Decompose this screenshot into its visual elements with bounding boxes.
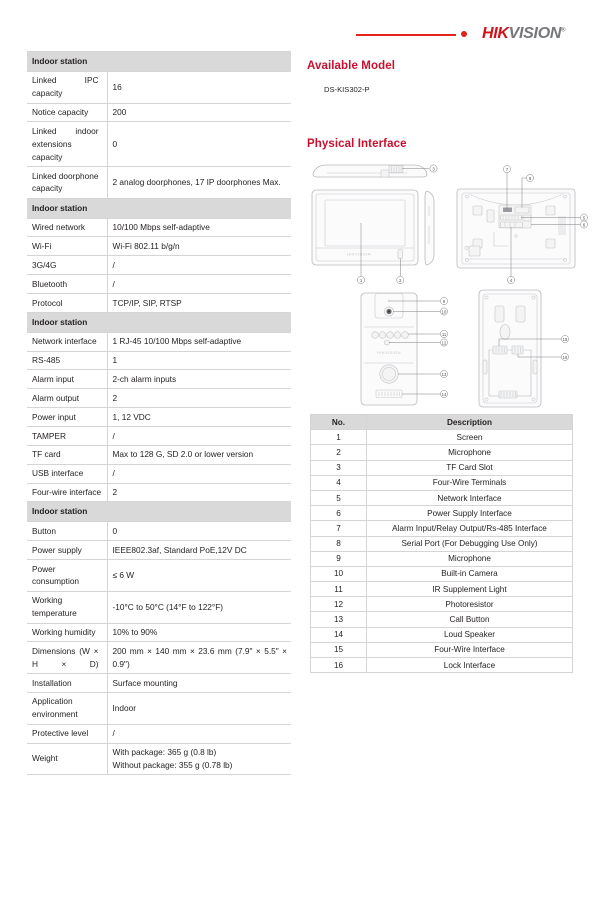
spec-section-row: [27, 312, 291, 332]
spec-row: [27, 122, 291, 167]
spec-row: [27, 408, 291, 427]
spec-key: Installation: [27, 674, 107, 693]
cell-description: Alarm Input/Relay Output/Rs-485 Interface: [367, 521, 573, 536]
logo-trademark: ®: [561, 27, 566, 34]
spec-section-label: Indoor station: [27, 198, 291, 218]
spec-row: [27, 591, 291, 623]
spec-key: Button: [27, 522, 107, 541]
cell-description: Built-in Camera: [367, 566, 573, 581]
cell-description: TF Card Slot: [367, 460, 573, 475]
svg-text:10: 10: [441, 309, 447, 315]
spec-key: Linked IPC capacity: [27, 71, 107, 103]
svg-text:15: 15: [562, 336, 568, 342]
table-row: [311, 490, 573, 505]
spec-row: [27, 218, 291, 237]
spec-value: 16: [107, 71, 291, 103]
physical-interface-heading: Physical Interface: [307, 138, 407, 150]
spec-value: 0: [107, 522, 291, 541]
cell-no: 1: [311, 430, 367, 445]
table-row: [311, 642, 573, 657]
spec-key: Protective level: [27, 724, 107, 743]
svg-text:HIKVISION: HIKVISION: [347, 251, 371, 257]
cell-description: Power Supply Interface: [367, 506, 573, 521]
physical-interface-diagram: [303, 160, 593, 410]
cell-no: 13: [311, 612, 367, 627]
cell-description: Network Interface: [367, 490, 573, 505]
spec-value: /: [107, 256, 291, 275]
spec-key: Wired network: [27, 218, 107, 237]
available-model-heading: Available Model: [307, 60, 395, 72]
spec-row: [27, 743, 291, 775]
column-header-no: No.: [311, 415, 367, 430]
spec-value: /: [107, 464, 291, 483]
spec-value: IEEE802.3af, Standard PoE,12V DC: [107, 541, 291, 560]
indoor-station-top-view: [313, 165, 427, 177]
hikvision-logo: [482, 25, 565, 43]
column-header-description: Description: [367, 415, 573, 430]
spec-key: Network interface: [27, 332, 107, 351]
spec-value: 10/100 Mbps self-adaptive: [107, 218, 291, 237]
cell-description: Screen: [367, 430, 573, 445]
table-row: [311, 627, 573, 642]
svg-text:9: 9: [442, 298, 446, 304]
cell-no: 7: [311, 521, 367, 536]
cell-no: 11: [311, 582, 367, 597]
svg-text:16: 16: [562, 354, 568, 360]
cell-description: Microphone: [367, 445, 573, 460]
spec-key: Power consumption: [27, 560, 107, 592]
cell-no: 12: [311, 597, 367, 612]
svg-text:7: 7: [505, 167, 509, 172]
cell-no: 8: [311, 536, 367, 551]
indoor-station-side-view: [425, 191, 434, 265]
spec-row: [27, 522, 291, 541]
spec-row: [27, 103, 291, 122]
spec-row: [27, 256, 291, 275]
spec-value: 2: [107, 389, 291, 408]
available-model-value: DS-KIS302-P: [324, 85, 370, 94]
spec-key: Protocol: [27, 294, 107, 313]
spec-row: [27, 445, 291, 464]
spec-section-label: Indoor station: [27, 502, 291, 522]
indoor-station-rear-view: [457, 189, 575, 268]
spec-key: Power supply: [27, 541, 107, 560]
cell-no: 10: [311, 566, 367, 581]
spec-row: [27, 427, 291, 446]
spec-row: [27, 332, 291, 351]
cell-description: Lock Interface: [367, 658, 573, 673]
physical-interface-table-body: [311, 430, 573, 673]
spec-value: With package: 365 g (0.8 lb) Without package: 355 g (0.78 lb): [107, 743, 291, 775]
logo-hik-text: HIK: [482, 25, 509, 42]
spec-section-label: Indoor station: [27, 52, 291, 72]
table-header-row: [311, 415, 573, 430]
physical-interface-table: [310, 414, 573, 673]
table-row: [311, 566, 573, 581]
table-row: [311, 551, 573, 566]
spec-row: [27, 370, 291, 389]
spec-row: [27, 623, 291, 642]
table-row: [311, 445, 573, 460]
spec-key: RS-485: [27, 351, 107, 370]
spec-value: Wi-Fi 802.11 b/g/n: [107, 237, 291, 256]
spec-row: [27, 351, 291, 370]
spec-section-label: Indoor station: [27, 312, 291, 332]
table-row: [311, 597, 573, 612]
svg-text:3: 3: [432, 166, 435, 172]
spec-row: [27, 275, 291, 294]
svg-text:8: 8: [528, 175, 532, 181]
svg-text:14: 14: [441, 391, 447, 397]
spec-key: Application environment: [27, 692, 107, 724]
spec-section-row: [27, 502, 291, 522]
spec-value: 200 mm × 140 mm × 23.6 mm (7.9" × 5.5" × 0.9"): [107, 642, 291, 674]
table-row: [311, 506, 573, 521]
diagram-svg: [303, 160, 593, 410]
spec-section-row: [27, 52, 291, 72]
spec-key: Linked indoor extensions capacity: [27, 122, 107, 167]
specification-table-body: [27, 52, 291, 775]
spec-row: [27, 71, 291, 103]
spec-row: [27, 389, 291, 408]
spec-row: [27, 642, 291, 674]
spec-key: Wi-Fi: [27, 237, 107, 256]
cell-no: 9: [311, 551, 367, 566]
cell-no: 5: [311, 490, 367, 505]
spec-value: 0: [107, 122, 291, 167]
cell-description: Serial Port (For Debugging Use Only): [367, 536, 573, 551]
cell-description: Call Button: [367, 612, 573, 627]
spec-key: TF card: [27, 445, 107, 464]
spec-row: [27, 560, 291, 592]
cell-no: 3: [311, 460, 367, 475]
cell-no: 2: [311, 445, 367, 460]
spec-row: [27, 692, 291, 724]
cell-no: 15: [311, 642, 367, 657]
spec-key: Bluetooth: [27, 275, 107, 294]
spec-row: [27, 724, 291, 743]
cell-no: 6: [311, 506, 367, 521]
spec-value: ≤ 6 W: [107, 560, 291, 592]
cell-no: 16: [311, 658, 367, 673]
logo-vision-text: VISION: [508, 25, 562, 42]
spec-key: Working humidity: [27, 623, 107, 642]
cell-description: Four-Wire Interface: [367, 642, 573, 657]
cell-description: Four-Wire Terminals: [367, 475, 573, 490]
spec-row: [27, 541, 291, 560]
table-row: [311, 536, 573, 551]
spec-value: 2 analog doorphones, 17 IP doorphones Max.: [107, 167, 291, 199]
spec-value: /: [107, 427, 291, 446]
spec-row: [27, 464, 291, 483]
spec-key: Weight: [27, 743, 107, 775]
spec-row: [27, 237, 291, 256]
spec-key: 3G/4G: [27, 256, 107, 275]
spec-value: 1, 12 VDC: [107, 408, 291, 427]
svg-text:6: 6: [582, 222, 586, 228]
svg-text:HIKVISION: HIKVISION: [377, 350, 401, 355]
spec-value: -10°C to 50°C (14°F to 122°F): [107, 591, 291, 623]
cell-description: Loud Speaker: [367, 627, 573, 642]
spec-value: 1 RJ-45 10/100 Mbps self-adaptive: [107, 332, 291, 351]
spec-value: 1: [107, 351, 291, 370]
spec-row: [27, 674, 291, 693]
spec-key: Alarm input: [27, 370, 107, 389]
spec-section-row: [27, 198, 291, 218]
spec-value: 2: [107, 483, 291, 502]
table-row: [311, 612, 573, 627]
spec-key: USB interface: [27, 464, 107, 483]
table-row: [311, 430, 573, 445]
table-row: [311, 475, 573, 490]
spec-value: 10% to 90%: [107, 623, 291, 642]
svg-text:1: 1: [359, 277, 363, 283]
cell-description: IR Supplement Light: [367, 582, 573, 597]
spec-value: /: [107, 275, 291, 294]
table-row: [311, 658, 573, 673]
spec-key: Linked doorphone capacity: [27, 167, 107, 199]
spec-key: Power input: [27, 408, 107, 427]
spec-value: 2-ch alarm inputs: [107, 370, 291, 389]
table-row: [311, 582, 573, 597]
spec-value: Indoor: [107, 692, 291, 724]
indoor-station-front-view: [312, 190, 418, 265]
spec-value: Surface mounting: [107, 674, 291, 693]
spec-value: 200: [107, 103, 291, 122]
spec-key: Alarm output: [27, 389, 107, 408]
cell-description: Photoresistor: [367, 597, 573, 612]
table-row: [311, 521, 573, 536]
spec-key: Four-wire interface: [27, 483, 107, 502]
specification-table: [27, 51, 291, 775]
svg-text:13: 13: [441, 371, 447, 377]
door-station-rear-view: [479, 290, 541, 407]
spec-value: Max to 128 G, SD 2.0 or lower version: [107, 445, 291, 464]
spec-key: Dimensions (W × H × D): [27, 642, 107, 674]
spec-row: [27, 167, 291, 199]
spec-row: [27, 294, 291, 313]
spec-value: /: [107, 724, 291, 743]
svg-text:12: 12: [441, 340, 447, 346]
svg-text:2: 2: [399, 277, 402, 283]
physical-interface-table-head: [311, 415, 573, 430]
svg-text:4: 4: [509, 277, 513, 283]
spec-key: Notice capacity: [27, 103, 107, 122]
spec-key: Working temperature: [27, 591, 107, 623]
table-row: [311, 460, 573, 475]
cell-description: Microphone: [367, 551, 573, 566]
cell-no: 14: [311, 627, 367, 642]
door-station-front-view: [361, 293, 417, 405]
cell-no: 4: [311, 475, 367, 490]
svg-text:11: 11: [441, 331, 447, 337]
header-rule: [356, 34, 456, 36]
spec-row: [27, 483, 291, 502]
svg-text:5: 5: [582, 215, 586, 221]
page-header: [0, 0, 600, 48]
spec-value: TCP/IP, SIP, RTSP: [107, 294, 291, 313]
header-dot-icon: [461, 31, 467, 37]
spec-key: TAMPER: [27, 427, 107, 446]
